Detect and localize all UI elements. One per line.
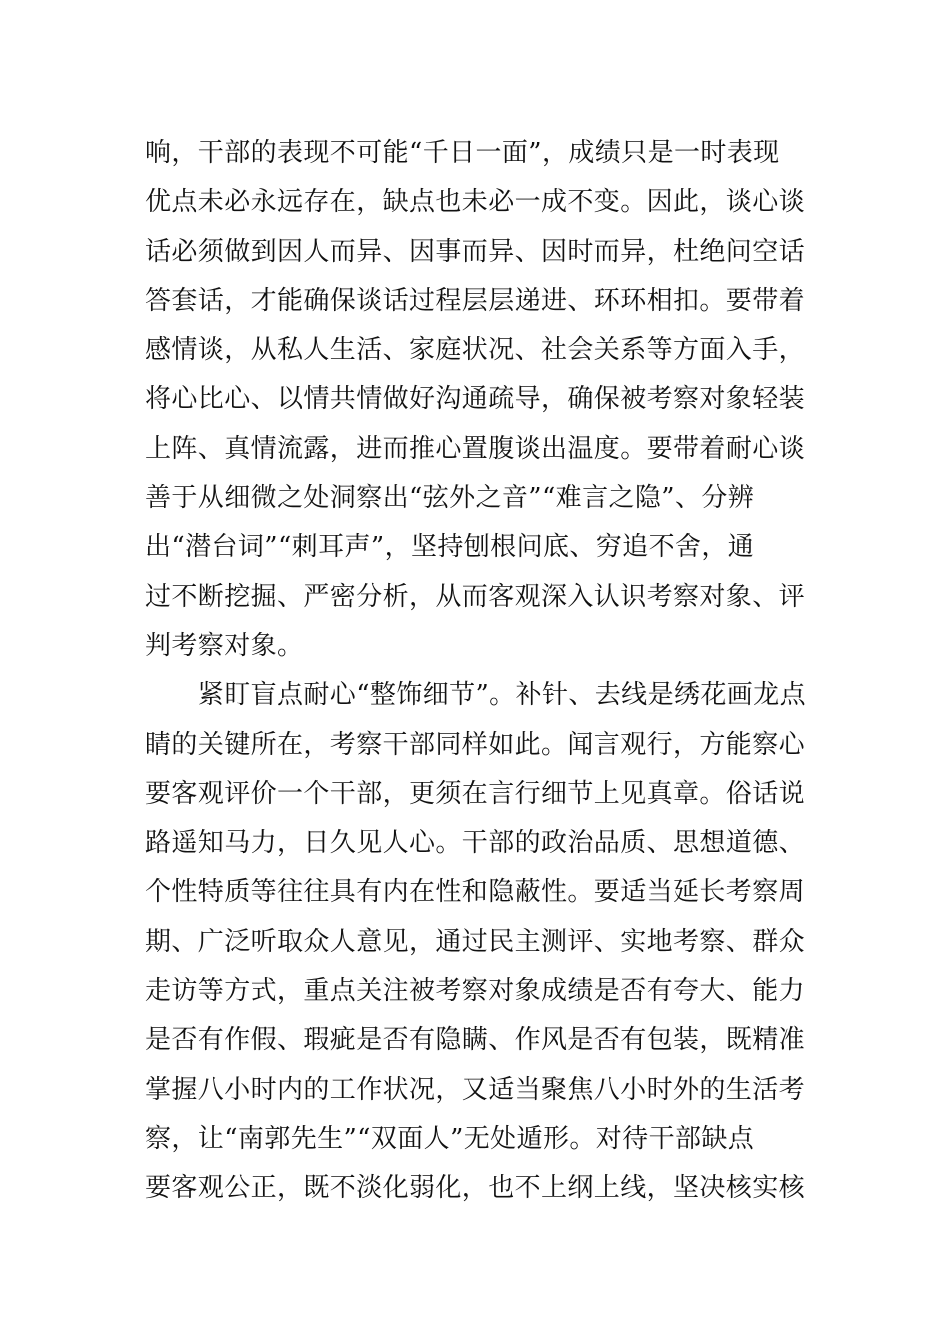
text-line: 察，让“南郭先生”“双面人”无处遁形。对待干部缺点 (145, 1123, 755, 1154)
text-line: 话必须做到因人而异、因事而异、因时而异，杜绝问空话 (145, 236, 806, 267)
text-line: 判考察对象。 (145, 630, 304, 661)
text-line: 掌握八小时内的工作状况，又适当聚焦八小时外的生活考 (145, 1074, 806, 1105)
body-text (145, 129, 825, 1214)
text-line: 响，干部的表现不可能“千日一面”，成绩只是一时表现 (145, 138, 780, 168)
text-line: 感情谈，从私人生活、家庭状况、社会关系等方面入手， (145, 335, 806, 366)
text-line: 要客观公正，既不淡化弱化，也不上纲上线，坚决核实核 (145, 1173, 806, 1204)
text-line: 要客观评价一个干部，更须在言行细节上见真章。俗话说 (145, 778, 806, 809)
text-line: 是否有作假、瑕疵是否有隐瞒、作风是否有包装，既精准 (145, 1025, 806, 1056)
text-line: 过不断挖掘、严密分析，从而客观深入认识考察对象、评 (145, 581, 806, 612)
text-line: 答套话，才能确保谈话过程层层递进、环环相扣。要带着 (145, 285, 806, 316)
paragraph-start-line: 紧盯盲点耐心“整饰细节”。补针、去线是绣花画龙点 (145, 680, 806, 711)
text-line: 睛的关键所在，考察干部同样如此。闻言观行，方能察心 (145, 729, 806, 760)
text-line: 上阵、真情流露，进而推心置腹谈出温度。要带着耐心谈 (145, 433, 806, 464)
text-line: 路遥知马力，日久见人心。干部的政治品质、思想道德、 (145, 828, 806, 859)
text-line: 走访等方式，重点关注被考察对象成绩是否有夸大、能力 (145, 976, 806, 1007)
text-line: 期、广泛听取众人意见，通过民主测评、实地考察、群众 (145, 926, 806, 957)
text-line: 善于从细微之处洞察出“弦外之音”“难言之隐”、分辨 (145, 483, 755, 514)
text-line: 将心比心、以情共情做好沟通疏导，确保被考察对象轻装 (145, 384, 806, 415)
text-line: 优点未必永远存在，缺点也未必一成不变。因此，谈心谈 (145, 187, 806, 218)
text-line: 出“潜台词”“刺耳声”，坚持刨根问底、穷追不舍，通 (145, 532, 755, 563)
text-line: 个性特质等往往具有内在性和隐蔽性。要适当延长考察周 (145, 877, 806, 908)
